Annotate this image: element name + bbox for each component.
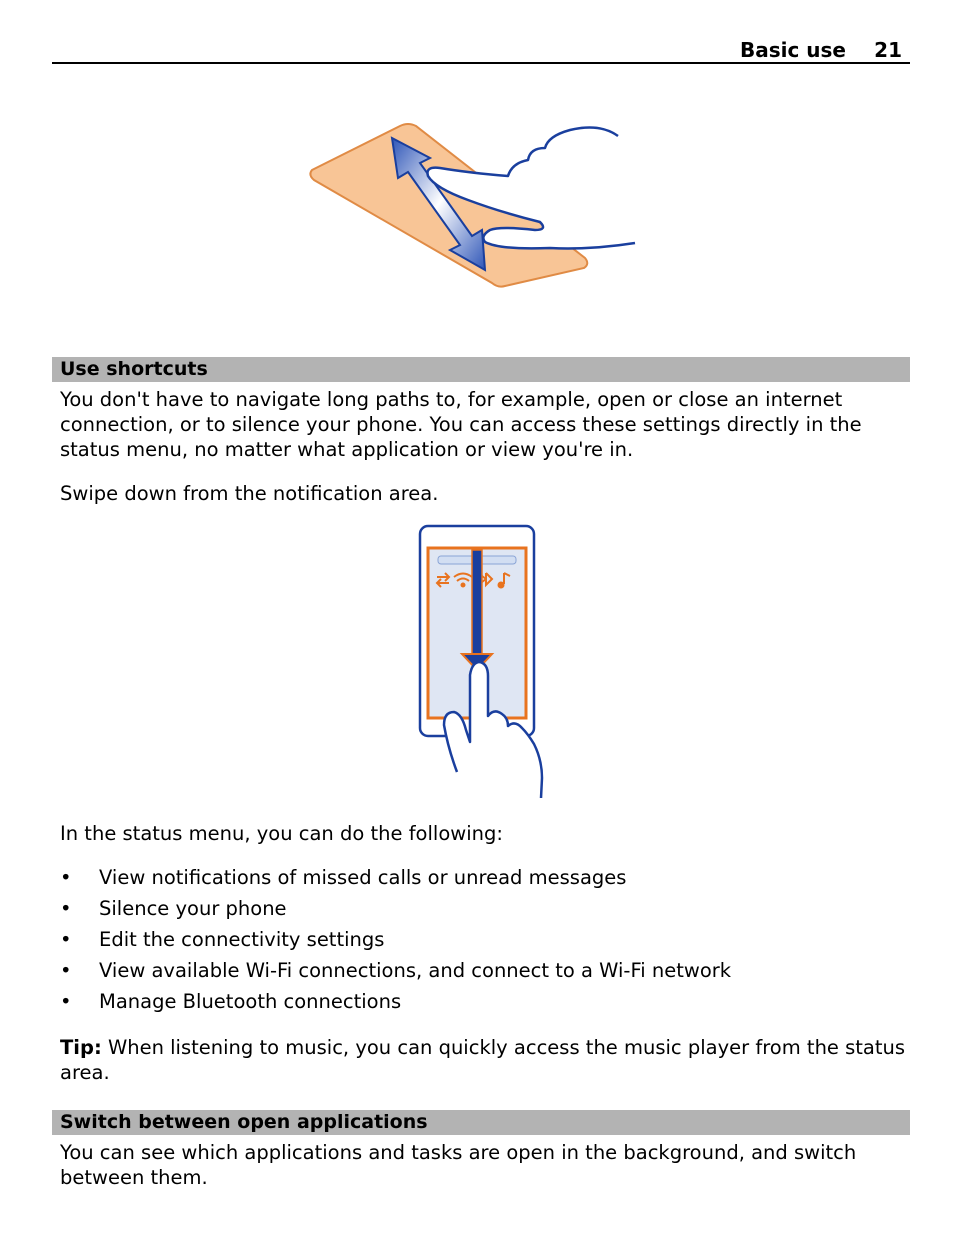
- paragraph: You can see which applications and tasks are open in the background, and switch between them.: [60, 1141, 857, 1189]
- list-item: [60, 957, 910, 988]
- header-section-title: Basic use: [739, 38, 846, 62]
- tip-label: Tip:: [60, 1036, 102, 1059]
- tip-text: When listening to music, you can quickly access the music player from the status area.: [60, 1036, 906, 1084]
- gesture-illustration: [300, 118, 645, 293]
- paragraph: In the status menu, you can do the following:: [60, 822, 503, 845]
- list-item-text: Silence your phone: [99, 897, 287, 920]
- tip-paragraph: [60, 1035, 910, 1085]
- list-item: [60, 988, 910, 1019]
- paragraph: You don't have to navigate long paths to, for example, open or close an internet connection, or to silence your phone. You can access these settings directly in the status menu, no matter what application or view you're in.: [60, 388, 862, 461]
- section-header-use-shortcuts: [52, 357, 910, 382]
- section-title: Switch between open applications: [60, 1111, 428, 1133]
- list-item: [60, 926, 910, 957]
- list-item: [60, 895, 910, 926]
- bullet-icon: •: [60, 866, 72, 889]
- page-number: 21: [874, 38, 902, 62]
- list-item-text: View available Wi-Fi connections, and connect to a Wi-Fi network: [99, 959, 732, 982]
- paragraph: Swipe down from the notification area.: [60, 482, 439, 505]
- list-item-text: View notifications of missed calls or unread messages: [99, 866, 627, 889]
- list-item: [60, 864, 910, 895]
- bullet-icon: •: [60, 959, 72, 982]
- bullet-icon: •: [60, 928, 72, 951]
- swipe-down-illustration: [410, 520, 550, 800]
- list-item-text: Edit the connectivity settings: [99, 928, 385, 951]
- bullet-icon: •: [60, 990, 72, 1013]
- section-header-switch-applications: [52, 1110, 910, 1135]
- list-item-text: Manage Bluetooth connections: [99, 990, 402, 1013]
- bullet-icon: •: [60, 897, 72, 920]
- bullet-list: [60, 864, 910, 1019]
- page-header: [52, 36, 910, 64]
- section-title: Use shortcuts: [60, 358, 208, 380]
